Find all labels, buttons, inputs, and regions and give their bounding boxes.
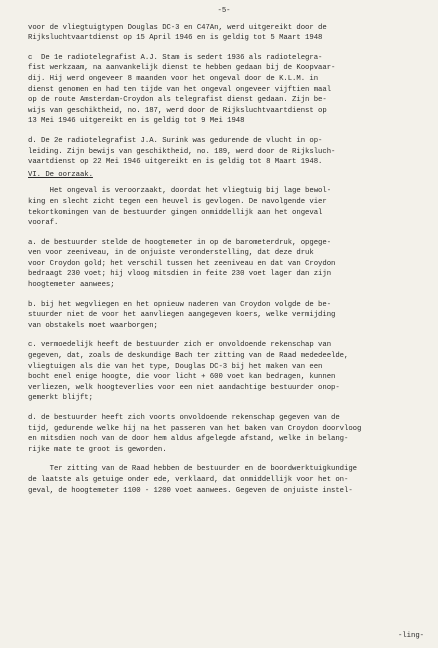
paragraph-cause-intro (28, 186, 420, 228)
text-line: bocht enel enige hoogte, die voor licht + 600 voet kan bedragen, kunnen (28, 373, 336, 382)
text-line: tekortkomingen van de bestuurder gingen onmiddellijk aan het ongeval (28, 208, 323, 217)
text-line: a. de bestuurder stelde de hoogtemeter in op de barometerdruk, opgege- (28, 238, 332, 247)
text-line: vaartdienst op 22 Mei 1946 uitgereikt en is geldig tot 8 Maart 1948. (28, 158, 323, 167)
text-line: d. de bestuurder heeft zich voorts onvoldoende rekenschap gegeven van de (28, 414, 340, 422)
text-line: vooraf. (28, 219, 59, 228)
text-line: Het ongeval is veroorzaakt, doordat het vliegtuig bij lage bewol- (28, 187, 332, 196)
text-line: bedraagt 230 voet; hij vloog mitsdien in feite 230 voet lager dan zijn (28, 270, 332, 279)
section-heading: VI. De oorzaak. (28, 170, 93, 179)
text-line: en mitsdien noch van de door hem aldus afgelegde afstand, welke in belang- (28, 435, 349, 444)
paragraph-cause-c (28, 340, 420, 404)
text-line: c De 1e radiotelegrafist A.J. Stam is sedert 1936 als radiotelegra- (28, 53, 323, 62)
text-line: de laatste als getuige onder ede, verklaard, dat onmiddellijk voor het on- (28, 475, 349, 484)
text-line: ven voor zeeniveau, in de onjuiste veronderstelling, dat deze druk (28, 249, 314, 258)
text-line: Rijksluchtvaartdienst op 15 April 1946 en is geldig tot 5 Maart 1948 (28, 34, 323, 43)
text-line: voor de vliegtuigtypen Douglas DC-3 en C47An, werd uitgereikt door de (28, 23, 327, 32)
text-line: fist werkzaam, na aanvankelijk dienst te hebben gedaan bij de Koopvaar- (28, 64, 336, 73)
text-line: verliezen, welk hoogteverlies voor een niet aandachtige bestuurder onop- (28, 383, 340, 392)
catchword: -ling- (398, 632, 424, 641)
paragraph-cause-a (28, 238, 420, 291)
paragraph-second-radio-operator (28, 136, 420, 168)
text-line: geval, de hoogtemeter 1100 - 1200 voet aanwees. Gegeven de onjuiste instel- (28, 486, 353, 495)
text-line: rijke mate te groot is geworden. (28, 445, 167, 454)
paragraph-first-radio-operator (28, 53, 420, 127)
text-line: gemerkt blijft; (28, 394, 93, 403)
text-line: van obstakels moet waarborgen; (28, 321, 158, 330)
text-line: c. vermoedelijk heeft de bestuurder zich er onvoldoende rekenschap van (28, 341, 332, 350)
text-line: king en slecht zicht tegen een heuvel is gevlogen. De navolgende vier (28, 197, 327, 206)
paragraph-pilot-licence (28, 23, 420, 44)
text-line: hoogtemeter aanwees; (28, 281, 115, 290)
paragraph-cause-b (28, 300, 420, 332)
text-line: dij. Hij werd ongeveer 8 maanden voor het ongeval door de K.L.M. in (28, 74, 319, 83)
text-line: 13 Mei 1946 uitgereikt en is geldig tot 9 Mei 1948 (28, 117, 245, 126)
text-line: dienst genomen en had ten tijde van het ongeval ongeveer vijftien maal (28, 85, 332, 94)
text-line: d. De 2e radiotelegrafist J.A. Surink was gedurende de vlucht in op- (28, 136, 323, 145)
paragraph-testimony (28, 464, 420, 496)
text-line: voor Croydon gold; het verschil tussen het zeeniveau en dat van Croydon (28, 259, 336, 268)
text-line: vliegtuigen als die van het type, Douglas DC-3 bij het maken van een (28, 362, 323, 371)
text-line: Ter zitting van de Raad hebben de bestuurder en de boordwerktuigkundige (28, 465, 357, 474)
text-line: leiding. Zijn bewijs van geschiktheid, no. 189, werd door de Rijksluch- (28, 147, 336, 156)
text-line: gegeven, dat, zoals de deskundige Bach ter zitting van de Raad mededeelde, (28, 352, 349, 361)
text-line: b. bij het wegvliegen en het opnieuw naderen van Croydon volgde de be- (28, 300, 332, 309)
text-line: wijs van geschiktheid, no. 187, werd door de Rijksluchtvaartdienst op (28, 106, 327, 115)
paragraph-cause-d (28, 413, 420, 455)
page-number: -5- (217, 7, 231, 15)
text-line: tijd, gedurende welke hij na het passeren van het baken van Croydon doorvloog (28, 424, 362, 433)
text-line: stuurder niet de voor het aanvliegen aangegeven koers, welke vermijding (28, 311, 336, 320)
text-line: op de route Amsterdam-Croydon als telegrafist dienst gedaan. Zijn be- (28, 96, 327, 105)
